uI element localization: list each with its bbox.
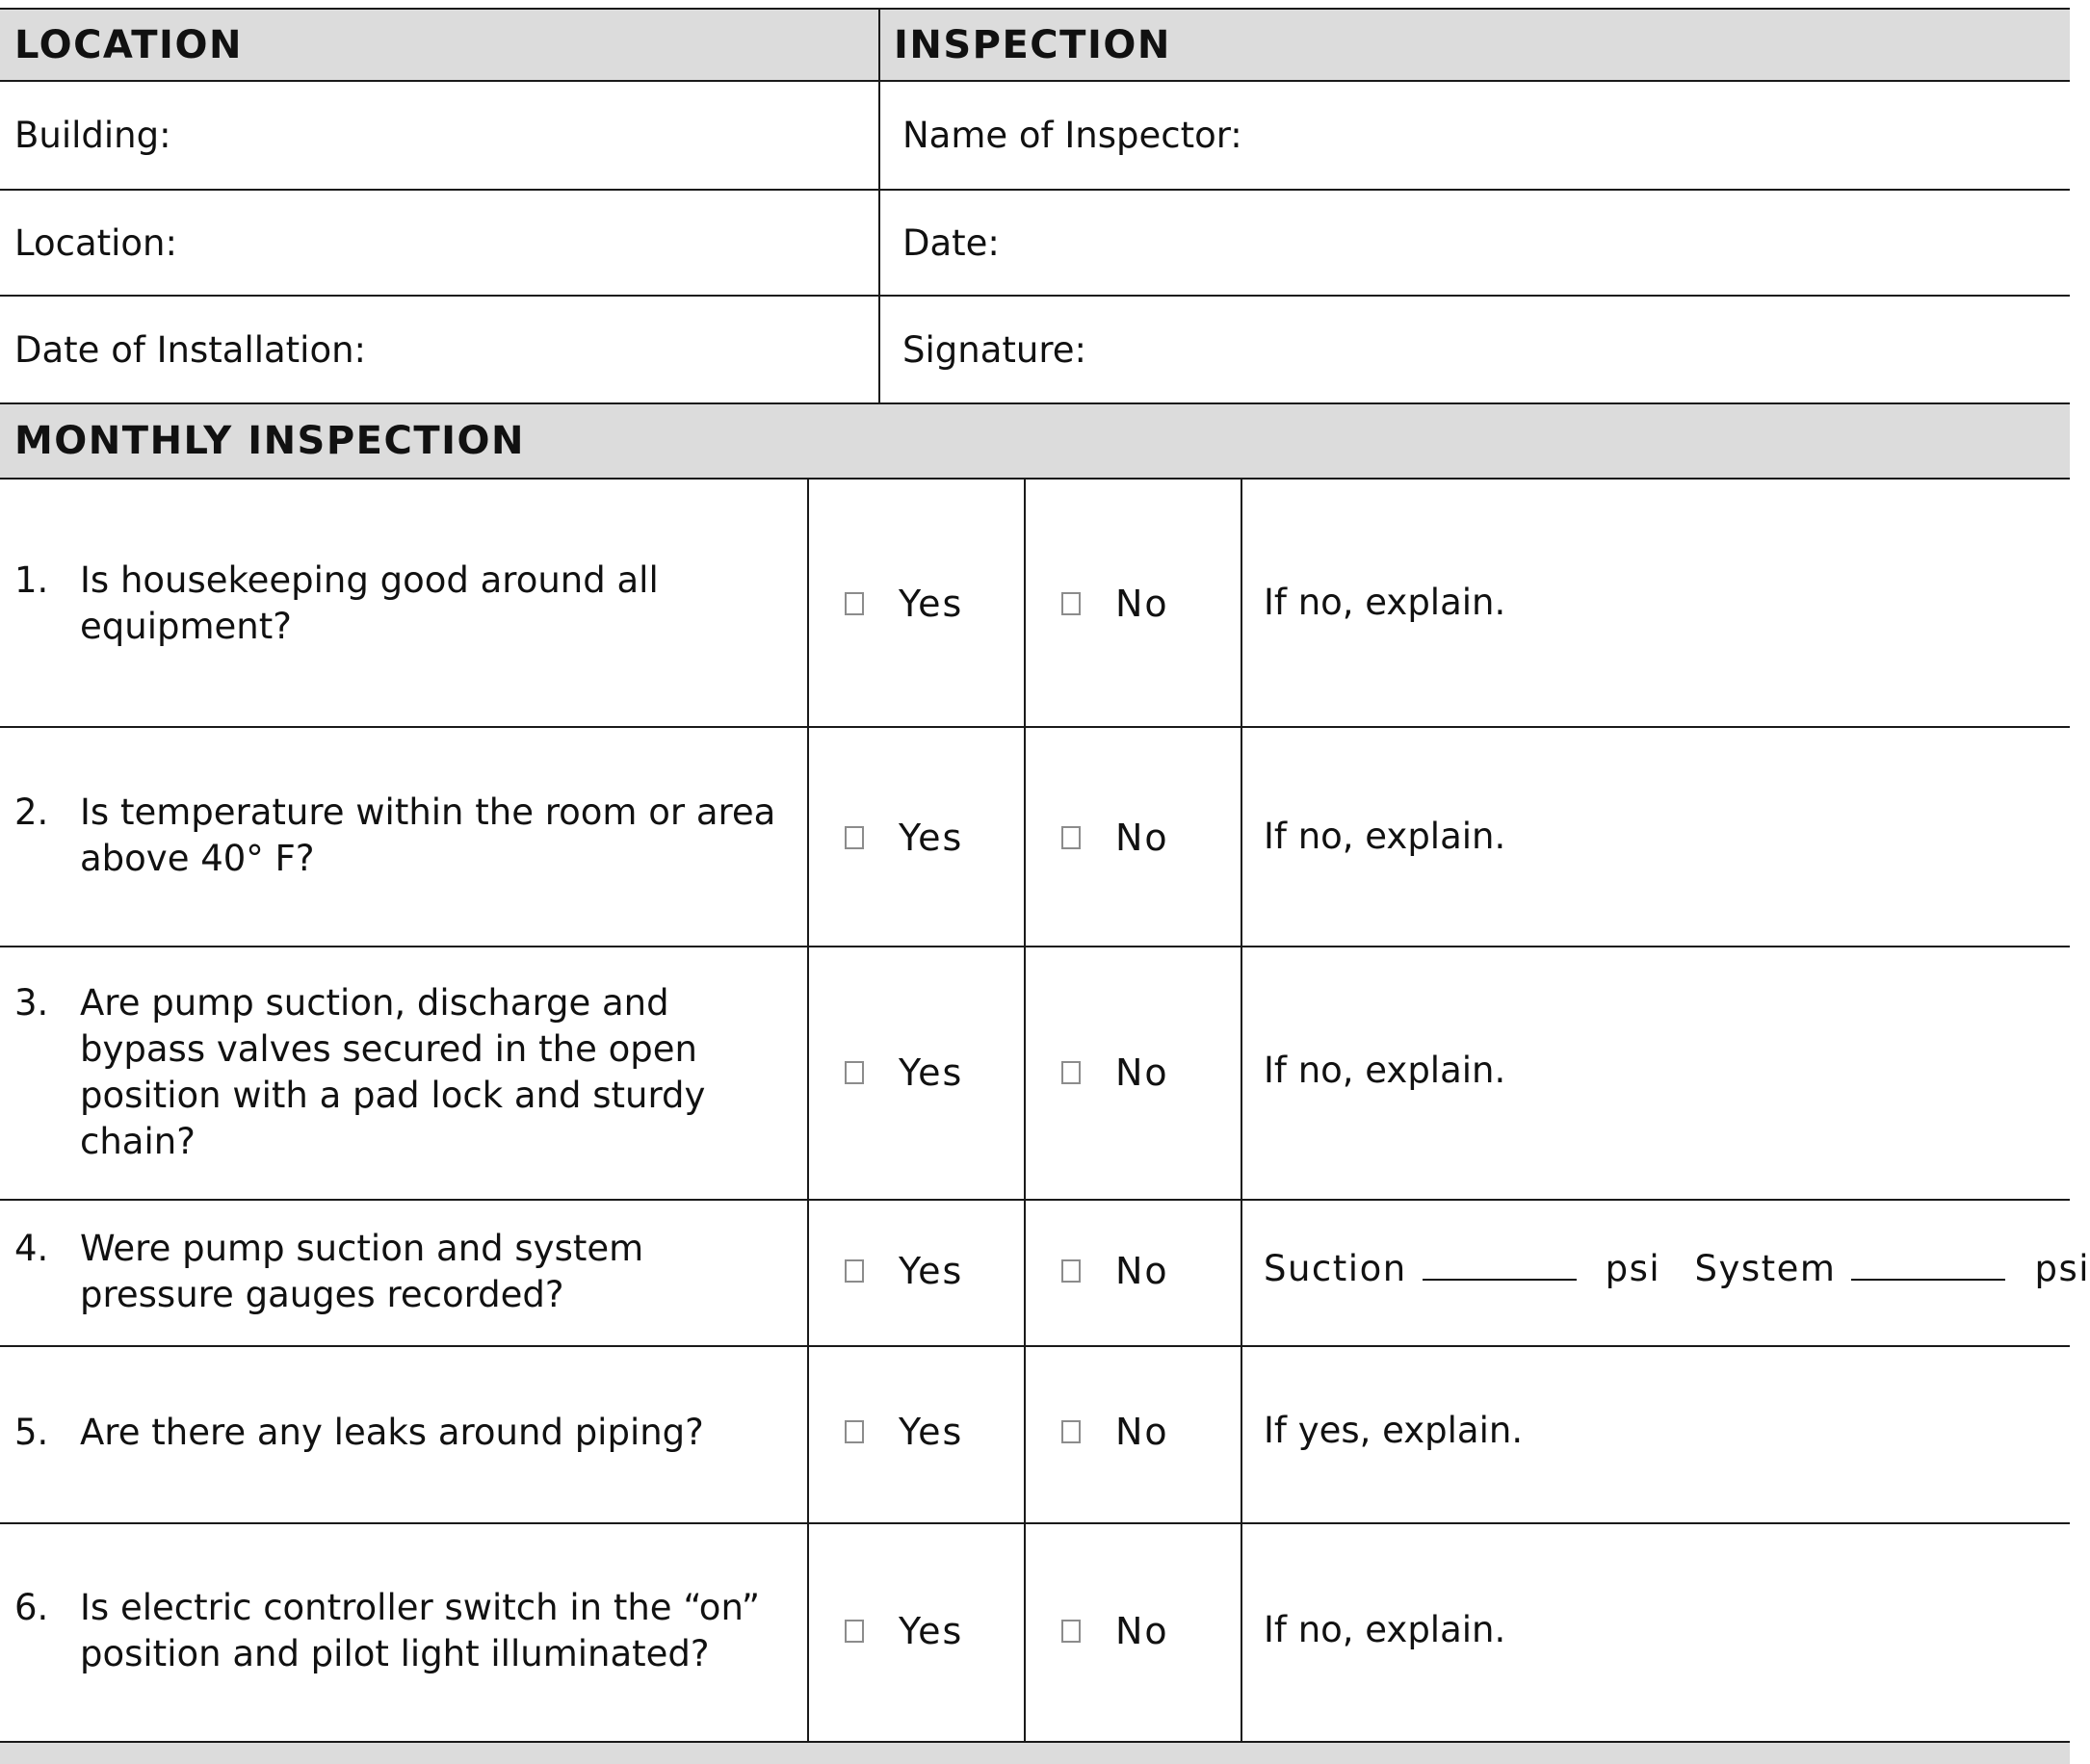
yes-checkbox[interactable]: Yes bbox=[845, 1610, 963, 1652]
rule bbox=[0, 80, 2070, 82]
explanation-field[interactable]: If no, explain. bbox=[1264, 582, 1506, 623]
system-unit: psi bbox=[2034, 1248, 2090, 1289]
checkbox-icon[interactable] bbox=[845, 1061, 864, 1084]
question-text: Is electric controller switch in the “on” position and pilot light illuminated? bbox=[80, 1587, 761, 1674]
suction-unit: psi bbox=[1605, 1248, 1661, 1289]
monthly-inspection-header: MONTHLY INSPECTION bbox=[0, 403, 2070, 479]
inspection-date-field[interactable]: Date: bbox=[902, 221, 1000, 264]
footer-band bbox=[0, 1743, 2070, 1764]
rule bbox=[1024, 479, 1026, 1742]
no-checkbox[interactable]: No bbox=[1061, 1250, 1169, 1292]
explanation-field[interactable]: If no, explain. bbox=[1264, 816, 1506, 857]
question-number: 5. bbox=[14, 1412, 49, 1453]
checkbox-icon[interactable] bbox=[845, 1420, 864, 1443]
rule bbox=[0, 189, 2070, 191]
inspector-name-field[interactable]: Name of Inspector: bbox=[902, 115, 1242, 156]
rule bbox=[0, 946, 2070, 947]
question-text: Are pump suction, discharge and bypass valves secured in the open position with a pad lock and sturdy chain? bbox=[80, 982, 706, 1162]
yes-checkbox[interactable]: Yes bbox=[845, 1411, 963, 1453]
question-number: 3. bbox=[14, 982, 49, 1024]
inspection-header: INSPECTION bbox=[879, 10, 2070, 81]
no-checkbox[interactable]: No bbox=[1061, 583, 1169, 625]
question-number: 6. bbox=[14, 1587, 49, 1628]
question-number: 4. bbox=[14, 1228, 49, 1269]
checkbox-icon[interactable] bbox=[1061, 826, 1081, 849]
explanation-field[interactable]: If yes, explain. bbox=[1264, 1410, 1524, 1451]
rule bbox=[1241, 479, 1242, 1742]
question-number: 2. bbox=[14, 791, 49, 833]
checkbox-icon[interactable] bbox=[1061, 1620, 1081, 1643]
gauge-readings bbox=[1264, 1248, 2090, 1289]
explanation-field[interactable]: If no, explain. bbox=[1264, 1609, 1506, 1650]
rule bbox=[0, 8, 2070, 10]
building-field[interactable]: Building: bbox=[14, 115, 171, 156]
explanation-field[interactable]: If no, explain. bbox=[1264, 1050, 1506, 1091]
no-checkbox[interactable]: No bbox=[1061, 817, 1169, 859]
rule bbox=[878, 8, 880, 403]
rule bbox=[0, 478, 2070, 480]
rule bbox=[0, 726, 2070, 728]
no-checkbox[interactable]: No bbox=[1061, 1051, 1169, 1094]
suction-label: Suction bbox=[1264, 1248, 1407, 1289]
checkbox-icon[interactable] bbox=[845, 1620, 864, 1643]
rule bbox=[0, 1345, 2070, 1347]
checkbox-icon[interactable] bbox=[845, 592, 864, 615]
checkbox-icon[interactable] bbox=[1061, 1061, 1081, 1084]
question-text: Is temperature within the room or area above 40° F? bbox=[80, 791, 776, 879]
rule bbox=[0, 402, 2070, 404]
rule bbox=[0, 1522, 2070, 1524]
location-field[interactable]: Location: bbox=[14, 221, 177, 264]
rule bbox=[0, 295, 2070, 297]
yes-checkbox[interactable]: Yes bbox=[845, 817, 963, 859]
signature-field[interactable]: Signature: bbox=[902, 328, 1086, 371]
rule bbox=[807, 479, 809, 1742]
yes-checkbox[interactable]: Yes bbox=[845, 583, 963, 625]
no-checkbox[interactable]: No bbox=[1061, 1610, 1169, 1652]
system-label: System bbox=[1694, 1248, 1837, 1289]
checkbox-icon[interactable] bbox=[845, 1259, 864, 1283]
yes-checkbox[interactable]: Yes bbox=[845, 1051, 963, 1094]
rule bbox=[0, 1741, 2070, 1743]
installation-date-field[interactable]: Date of Installation: bbox=[14, 328, 367, 371]
question-text: Are there any leaks around piping? bbox=[80, 1412, 704, 1453]
system-input[interactable] bbox=[1851, 1250, 2005, 1281]
checkbox-icon[interactable] bbox=[1061, 592, 1081, 615]
checkbox-icon[interactable] bbox=[845, 826, 864, 849]
yes-checkbox[interactable]: Yes bbox=[845, 1250, 963, 1292]
location-header: LOCATION bbox=[0, 10, 879, 81]
rule bbox=[0, 1199, 2070, 1201]
checkbox-icon[interactable] bbox=[1061, 1259, 1081, 1283]
suction-input[interactable] bbox=[1423, 1250, 1577, 1281]
question-text: Is housekeeping good around all equipment? bbox=[80, 559, 659, 647]
question-number: 1. bbox=[14, 559, 49, 601]
checkbox-icon[interactable] bbox=[1061, 1420, 1081, 1443]
no-checkbox[interactable]: No bbox=[1061, 1411, 1169, 1453]
question-text: Were pump suction and system pressure gauges recorded? bbox=[80, 1228, 644, 1315]
